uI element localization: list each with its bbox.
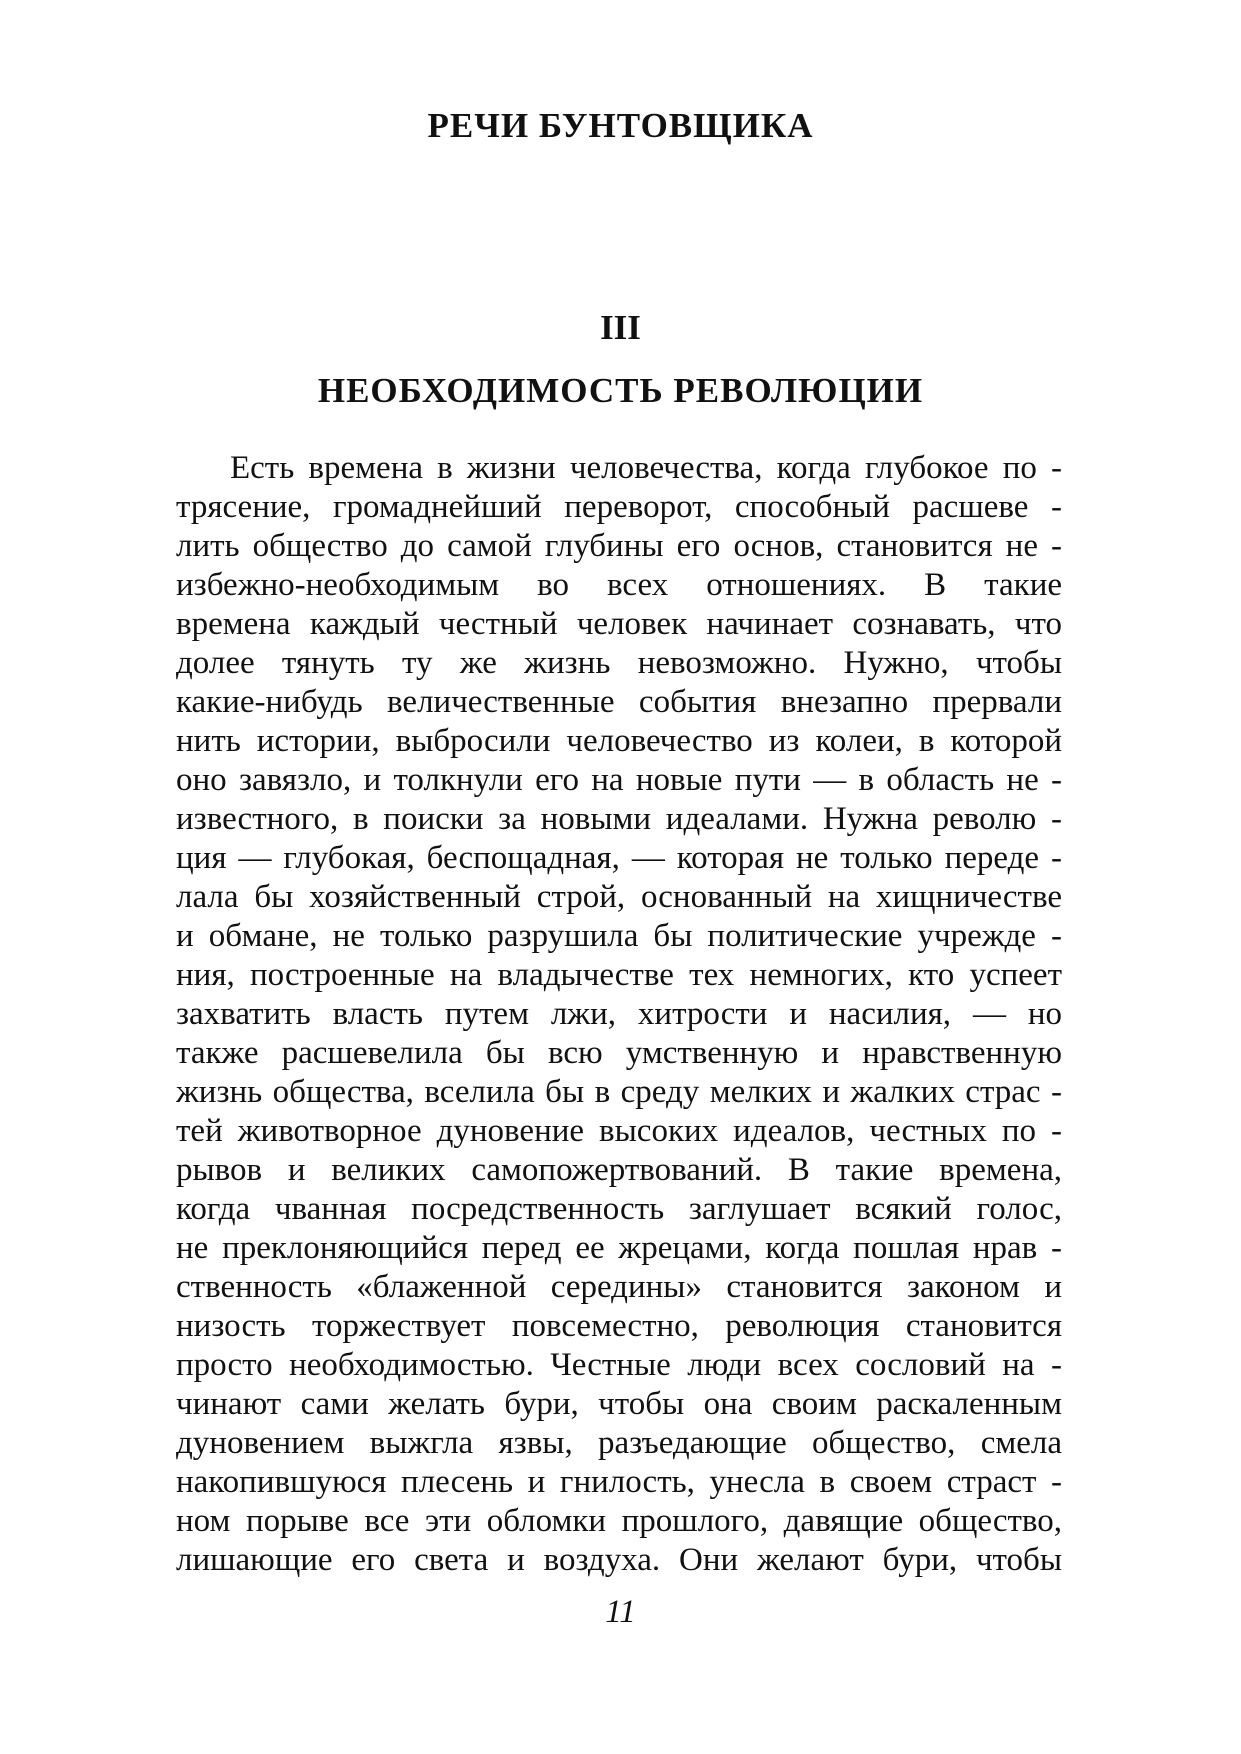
text-line: оно завязло, и толкнули его на новые пути — в область не - [176,762,1062,798]
text-line: ном порыве все эти обломки прошлого, давящие общество, [176,1503,1062,1539]
text-line: ция — глубокая, беспощадная, — которая не только переде - [176,840,1062,876]
body-text [176,449,1062,1580]
running-head: РЕЧИ БУНТОВЩИКА [427,106,814,145]
text-line: лала бы хозяйственный строй, основанный на хищничестве [176,879,1062,915]
text-line: трясение, громаднейший переворот, способный расшеве - [176,489,1062,525]
text-line: низость торжествует повсеместно, революция становится [176,1308,1062,1344]
text-line: дуновением выжгла язвы, разъедающие общество, смела [176,1425,1062,1461]
text-line: Есть времена в жизни человечества, когда глубокое по - [230,450,1062,486]
text-line: жизнь общества, вселила бы в среду мелких и жалких страс - [176,1074,1062,1110]
text-line: нить истории, выбросили человечество из колеи, в которой [176,723,1062,759]
text-line: лить общество до самой глубины его основ, становится не - [176,528,1062,564]
text-line: также расшевелила бы всю умственную и нравственную [176,1035,1062,1071]
text-line: ственность «блаженной середины» становится законом и [176,1269,1062,1305]
text-line: и обмане, не только разрушила бы политические учрежде - [176,918,1062,954]
text-line: долее тянуть ту же жизнь невозможно. Нужно, чтобы [176,645,1062,681]
text-line: известного, в поиски за новыми идеалами. Нужна револю - [176,801,1062,837]
text-line: лишающие его света и воздуха. Они желают бури, чтобы [176,1542,1062,1578]
text-line: просто необходимостью. Честные люди всех сословий на - [176,1347,1062,1383]
text-line: времена каждый честный человек начинает сознавать, что [176,606,1062,642]
text-line: рывов и великих самопожертвований. В такие времена, [176,1152,1062,1188]
text-line: накопившуюся плесень и гнилость, унесла в своем страст - [176,1464,1062,1500]
text-line: ния, построенные на владычестве тех немногих, кто успеет [176,957,1062,993]
text-line: не преклоняющийся перед ее жрецами, когда пошлая нрав - [176,1230,1062,1266]
text-line: чинают сами желать бури, чтобы она своим раскаленным [176,1386,1062,1422]
page-number: 11 [605,1594,636,1630]
chapter-title: НЕОБХОДИМОСТЬ РЕВОЛЮЦИИ [317,371,924,410]
text-line: захватить власть путем лжи, хитрости и насилия, — но [176,996,1062,1032]
chapter-number: III [600,308,641,347]
text-line: когда чванная посредственность заглушает всякий голос, [176,1191,1062,1227]
text-line: избежно-необходимым во всех отношениях. В такие [176,567,1062,603]
text-line: тей животворное дуновение высоких идеалов, честных по - [176,1113,1062,1149]
text-line: какие-нибудь величественные события внезапно прервали [176,684,1062,720]
